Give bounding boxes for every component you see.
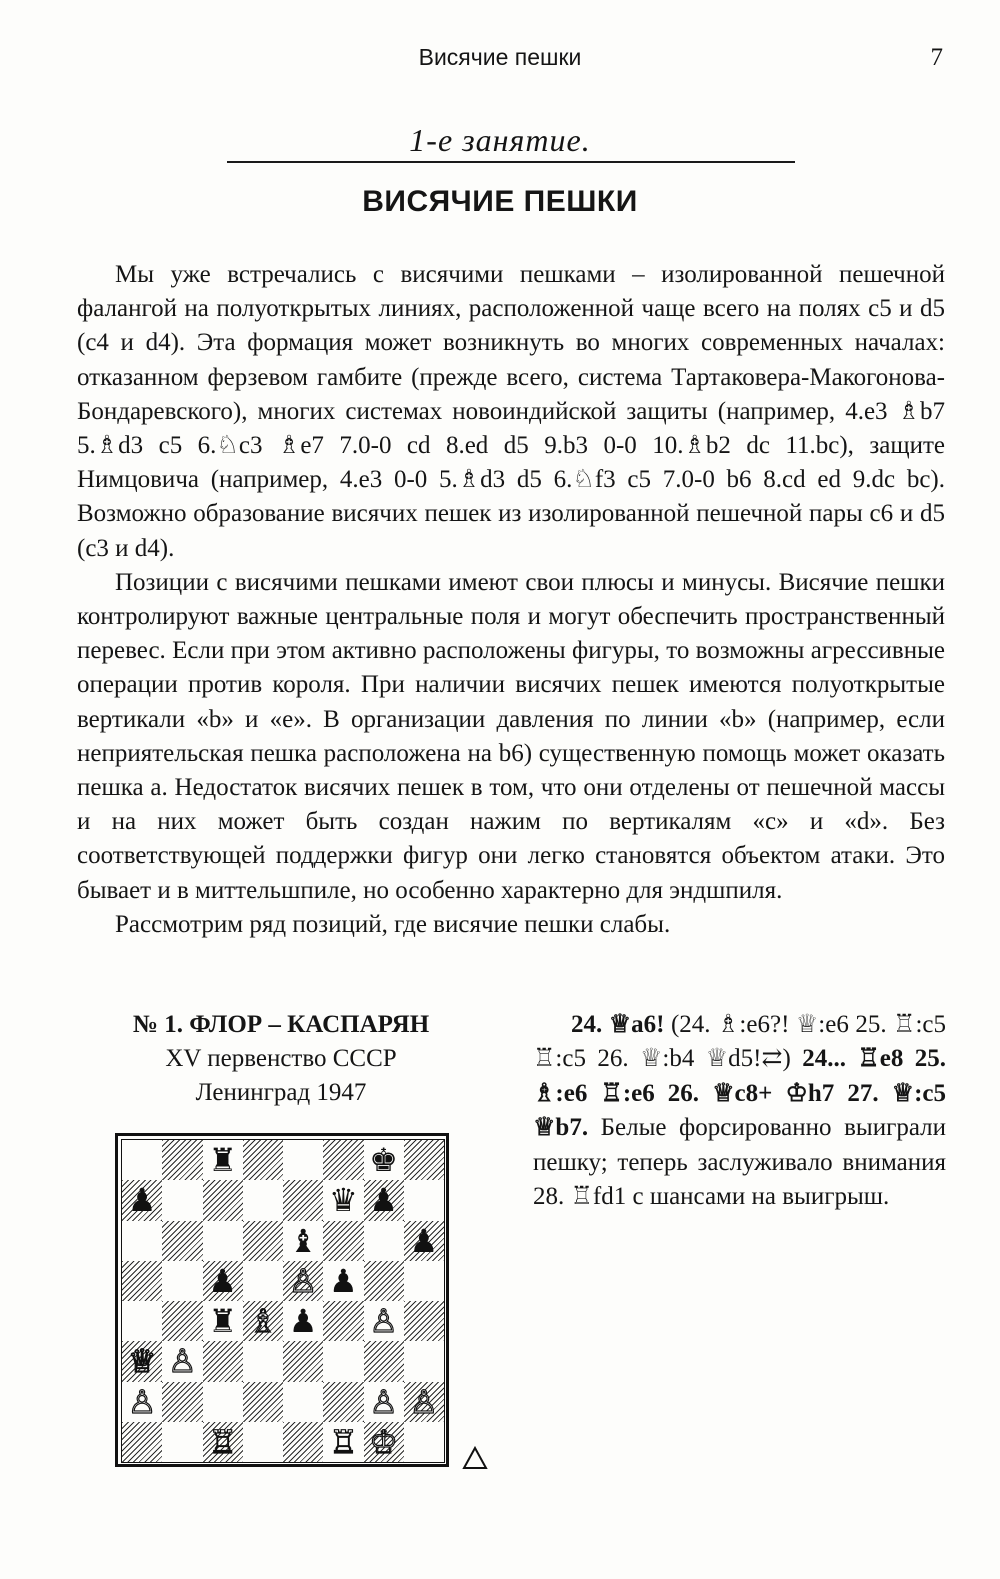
commentary-segment: (24. ♗:e6?! ♕:e6 25. ♖:c5 ♖:c5 26. ♕:b4 ♕d5!⇄) — [533, 1011, 947, 1073]
square-f8 — [323, 1140, 363, 1180]
black-pawn-icon: ♟ — [208, 1261, 237, 1300]
square-a2 — [122, 1382, 162, 1422]
body-text — [77, 258, 945, 942]
square-a5 — [122, 1261, 162, 1301]
square-b5 — [162, 1261, 202, 1301]
square-g3 — [364, 1341, 404, 1381]
game-header — [96, 1008, 466, 1110]
square-c5 — [203, 1261, 243, 1301]
square-h4 — [404, 1301, 444, 1341]
square-d8 — [243, 1140, 283, 1180]
white-bishop-icon: ♗ — [248, 1302, 278, 1341]
square-f4 — [323, 1301, 363, 1341]
white-king-icon: ♔ — [369, 1422, 398, 1461]
square-a1 — [122, 1422, 162, 1462]
game-place-year: Ленинград 1947 — [195, 1079, 367, 1106]
square-h1 — [404, 1422, 444, 1462]
black-pawn-icon: ♟ — [409, 1221, 439, 1260]
white-rook-icon: ♖ — [208, 1422, 237, 1461]
square-g6 — [364, 1221, 404, 1261]
white-rook-icon: ♖ — [329, 1422, 358, 1461]
game-event: XV первенство СССР — [165, 1045, 397, 1072]
white-pawn-icon: ♙ — [409, 1382, 439, 1421]
square-f7 — [323, 1180, 363, 1220]
square-f3 — [323, 1341, 363, 1381]
square-d6 — [243, 1221, 283, 1261]
commentary-segment: 24... ♖e8 25. ♗:e6 ♖:e6 26. ♕c8+ ♔h7 27. ♕:c5 ♕b7. — [533, 1045, 946, 1142]
chess-diagram — [115, 1133, 449, 1467]
square-b8 — [162, 1140, 202, 1180]
square-g1 — [364, 1422, 404, 1462]
game-title: № 1. ФЛОР – КАСПАРЯН — [132, 1011, 430, 1038]
square-h8 — [404, 1140, 444, 1180]
square-d3 — [243, 1341, 283, 1381]
square-h3 — [404, 1341, 444, 1381]
square-b2 — [162, 1382, 202, 1422]
black-pawn-icon: ♟ — [369, 1181, 398, 1220]
square-c3 — [203, 1341, 243, 1381]
square-b7 — [162, 1180, 202, 1220]
page-number: 7 — [930, 44, 943, 71]
square-a3 — [122, 1341, 162, 1381]
square-d4 — [243, 1301, 283, 1341]
square-h2 — [404, 1382, 444, 1422]
square-e5 — [283, 1261, 323, 1301]
white-to-move-triangle-icon — [462, 1445, 488, 1471]
black-pawn-icon: ♟ — [329, 1261, 358, 1300]
square-c2 — [203, 1382, 243, 1422]
square-g7 — [364, 1180, 404, 1220]
black-pawn-icon: ♟ — [288, 1302, 318, 1341]
square-g5 — [364, 1261, 404, 1301]
chess-board — [121, 1139, 445, 1463]
lesson-title: 1-е занятие. — [409, 122, 591, 158]
chapter-title: ВИСЯЧИЕ ПЕШКИ — [362, 185, 638, 218]
white-queen-icon: ♕ — [127, 1342, 157, 1381]
square-g2 — [364, 1382, 404, 1422]
square-b3 — [162, 1341, 202, 1381]
square-f5 — [323, 1261, 363, 1301]
white-pawn-icon: ♙ — [288, 1261, 318, 1300]
white-pawn-icon: ♙ — [369, 1382, 398, 1421]
square-e2 — [283, 1382, 323, 1422]
black-bishop-icon: ♝ — [288, 1221, 318, 1260]
square-b6 — [162, 1221, 202, 1261]
square-c6 — [203, 1221, 243, 1261]
commentary-segment: 24. ♕a6! — [571, 1011, 665, 1038]
title-divider — [227, 161, 795, 163]
square-f1 — [323, 1422, 363, 1462]
square-c7 — [203, 1180, 243, 1220]
square-e6 — [283, 1221, 323, 1261]
square-f2 — [323, 1382, 363, 1422]
white-pawn-icon: ♙ — [127, 1382, 157, 1421]
square-b1 — [162, 1422, 202, 1462]
square-b4 — [162, 1301, 202, 1341]
square-e3 — [283, 1341, 323, 1381]
black-queen-icon: ♛ — [329, 1181, 358, 1220]
square-a8 — [122, 1140, 162, 1180]
paragraph: Позиции с висячими пешками имеют свои плюсы и минусы. Висячие пешки контролируют важные центральные поля и могут обеспечить пространственный перевес. Если при этом активно расположены фигуры, то возможны агрессивные операции против короля. При наличии висячих пешек имеются полуоткрытые вертикали «b» и «e». В организации давления по линии «b» (например, если неприятельская пешка расположена на b6) существенную помощь может оказать пешка a. Недостаток висячих пешек в том, что они отделены от пешечной массы и на них может быть создан нажим по вертикалям «c» и «d». Без соответствующей поддержки фигур они легко становятся объектом атаки. Это бывает и в миттельшпиле, но особенно характерно для эндшпиля. — [77, 568, 945, 904]
paragraph: Рассмотрим ряд позиций, где висячие пешки слабы. — [115, 910, 671, 938]
black-pawn-icon: ♟ — [127, 1181, 157, 1220]
square-g8 — [364, 1140, 404, 1180]
square-e7 — [283, 1180, 323, 1220]
game-commentary — [533, 1008, 946, 1214]
black-king-icon: ♚ — [369, 1141, 398, 1180]
white-pawn-icon: ♙ — [168, 1342, 197, 1381]
running-head — [0, 44, 1000, 80]
square-h6 — [404, 1221, 444, 1261]
black-rook-icon: ♜ — [208, 1141, 237, 1180]
square-h5 — [404, 1261, 444, 1301]
square-a6 — [122, 1221, 162, 1261]
black-rook-icon: ♜ — [208, 1302, 237, 1341]
commentary-segment: Белые форсированно выиграли пешку; теперь заслуживало внимания 28. ♖fd1 с шансами на выигрыш. — [533, 1114, 946, 1211]
square-d5 — [243, 1261, 283, 1301]
square-c1 — [203, 1422, 243, 1462]
square-d2 — [243, 1382, 283, 1422]
running-title: Висячие пешки — [418, 44, 582, 70]
square-d7 — [243, 1180, 283, 1220]
square-g4 — [364, 1301, 404, 1341]
square-h7 — [404, 1180, 444, 1220]
square-a7 — [122, 1180, 162, 1220]
square-d1 — [243, 1422, 283, 1462]
paragraph: Мы уже встречались с висячими пешками – изолированной пешечной фалангой на полуоткрытых линиях, расположенной чаще всего на полях c5 и d5 (c4 и d4). Эта формация может возникнуть во многих современных началах: отказанном ферзевом гамбите (прежде всего, система Тартаковера-Макогонова-Бондаревского), многих системах новоиндийской защиты (например, 4.e3 ♗b7 5.♗d3 c5 6.♘c3 ♗e7 7.0-0 cd 8.ed d5 9.b3 0-0 10.♗b2 dc 11.bc), защите Нимцовича (например, 4.e3 0-0 5.♗d3 d5 6.♘f3 c5 7.0-0 b6 8.cd ed 9.dc bc). Возможно образование висячих пешек из изолированной пешечной пары c6 и d5 (c3 и d4). — [77, 261, 945, 562]
square-e4 — [283, 1301, 323, 1341]
square-c8 — [203, 1140, 243, 1180]
square-e8 — [283, 1140, 323, 1180]
square-c4 — [203, 1301, 243, 1341]
square-f6 — [323, 1221, 363, 1261]
white-pawn-icon: ♙ — [369, 1302, 398, 1341]
square-a4 — [122, 1301, 162, 1341]
square-e1 — [283, 1422, 323, 1462]
